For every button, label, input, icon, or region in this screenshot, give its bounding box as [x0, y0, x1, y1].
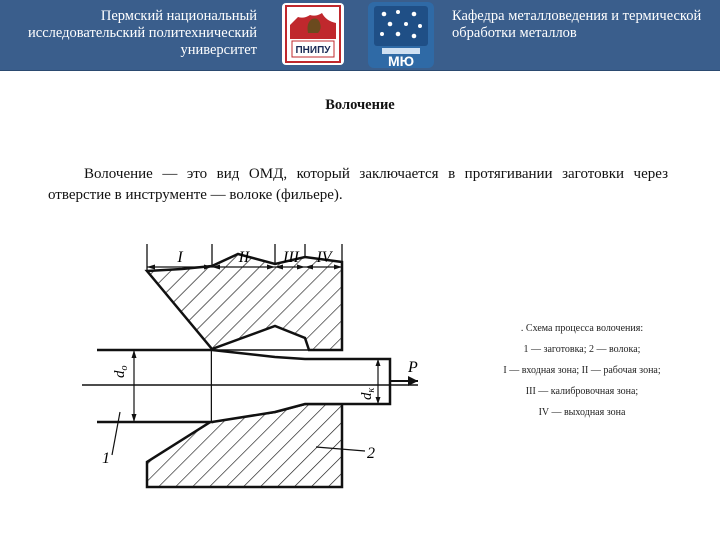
definition-paragraph: Волочение — это вид ОМД, который заключается в протягивании заготовки через отверстие в инструменте — волоке (фильере). [48, 166, 668, 203]
university-name: Пермский национальный исследовательский политехнический университет [28, 8, 257, 58]
caption-line: IV — выходная зона [538, 407, 626, 418]
zone-label-iv: IV [316, 249, 332, 266]
zone-label-ii: II [238, 249, 250, 266]
d0-label: $d_о$ [112, 365, 130, 378]
mio-logo-text: МЮ [387, 53, 415, 68]
department-name: Кафедра металловедения и термической обработки металлов [452, 8, 702, 41]
callout-2-label: 2 [367, 445, 375, 462]
dk-label: $d_к$ [359, 387, 377, 400]
pnipu-logo-text: ПНИПУ [295, 45, 331, 56]
figure-caption [478, 318, 686, 423]
caption-line: . Схема процесса волочения: [520, 323, 644, 334]
force-label: P [408, 359, 418, 376]
workpiece-initial [97, 350, 212, 422]
slide-title: Волочение [325, 97, 395, 113]
zone-label-iii: III [283, 249, 299, 266]
caption-line: 1 — заготовка; 2 — волока; [523, 344, 641, 355]
caption-line: III — калибровочная зона; [525, 386, 639, 397]
caption-line: I — входная зона; II — рабочая зона; [503, 365, 661, 376]
zone-label-i: I [177, 249, 183, 266]
callout-1-label: 1 [102, 450, 110, 467]
